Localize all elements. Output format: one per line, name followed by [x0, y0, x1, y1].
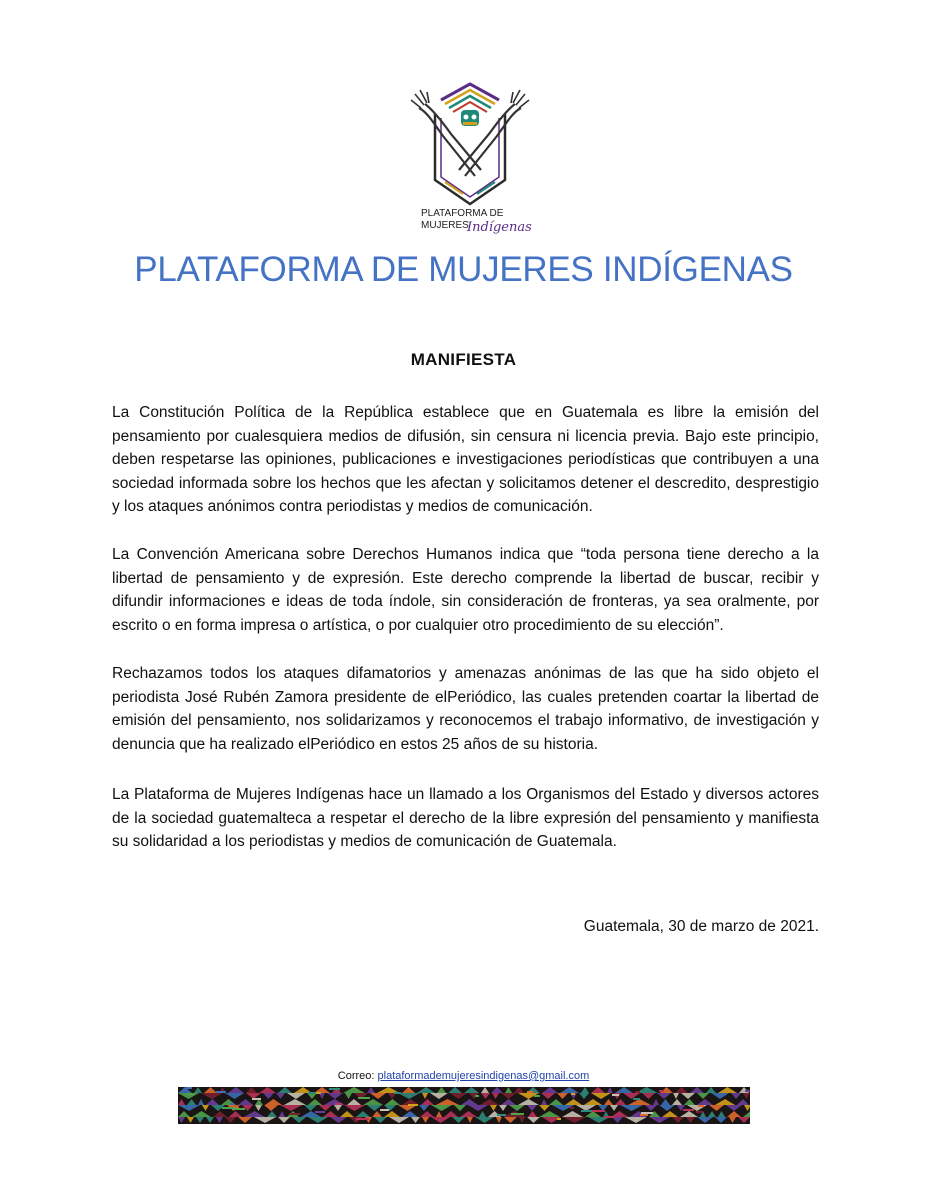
paragraph-convention: La Convención Americana sobre Derechos Humanos indica que “toda persona tiene derecho a la libertad de pensamiento y de expresión. Este derecho comprende la libertad de buscar, recibir y difundir informaciones e ideas de toda índole, sin consideración de fronteras, ya sea oralmente, por escrito o en forma impresa o artística, o por cualquier otro procedimiento de su elección”. [112, 546, 819, 634]
document-heading: MANIFIESTA [410, 350, 517, 369]
place-and-date: Guatemala, 30 de marzo de 2021. [583, 918, 819, 935]
textile-pattern-image [178, 1087, 750, 1124]
footer-contact [0, 1070, 927, 1082]
paragraph-call-to-action: La Plataforma de Mujeres Indígenas hace un llamado a los Organismos del Estado y diversos actores de la sociedad guatemalteca a respetar el derecho de la libre expresión del pensamiento y manifiesta su solidaridad a los periodistas y medios de comunicación de Guatemala. [112, 786, 819, 850]
organization-logo [405, 78, 535, 236]
logo-line-1: PLATAFORMA DE [421, 208, 504, 219]
contact-label: Correo: [337, 1070, 375, 1082]
paragraph-rejection: Rechazamos todos los ataques difamatorios y amenazas anónimas de las que ha sido objeto el periodista José Rubén Zamora presidente de elPeriódico, las cuales pretenden coartar la libertad de emisión del pensamiento, nos solidarizamos y reconocemos el trabajo informativo, de investigación y denuncia que ha realizado elPeriódico en estos 25 años de su historia. [112, 665, 819, 753]
organization-title: PLATAFORMA DE MUJERES INDÍGENAS [134, 250, 793, 289]
woven-textile-pattern [178, 1087, 750, 1124]
logo-line-3: Indígenas [467, 220, 532, 235]
crossed-hands-emblem-icon [405, 78, 535, 236]
email-link[interactable]: plataformademujeresindigenas@gmail.com [377, 1070, 590, 1082]
paragraph-constitution: La Constitución Política de la República establece que en Guatemala es libre la emisión del pensamiento por cualesquiera medios de difusión, sin censura ni licencia previa. Bajo este principio, deben respetarse las opiniones, publicaciones e investigaciones periodísticas que contribuyen a una sociedad informada sobre los hechos que les afectan y solicitamos detener el descredito, desprestigio y los ataques anónimos contra periodistas y medios de comunicación. [112, 404, 819, 515]
logo-line-2: MUJERES [421, 220, 469, 231]
